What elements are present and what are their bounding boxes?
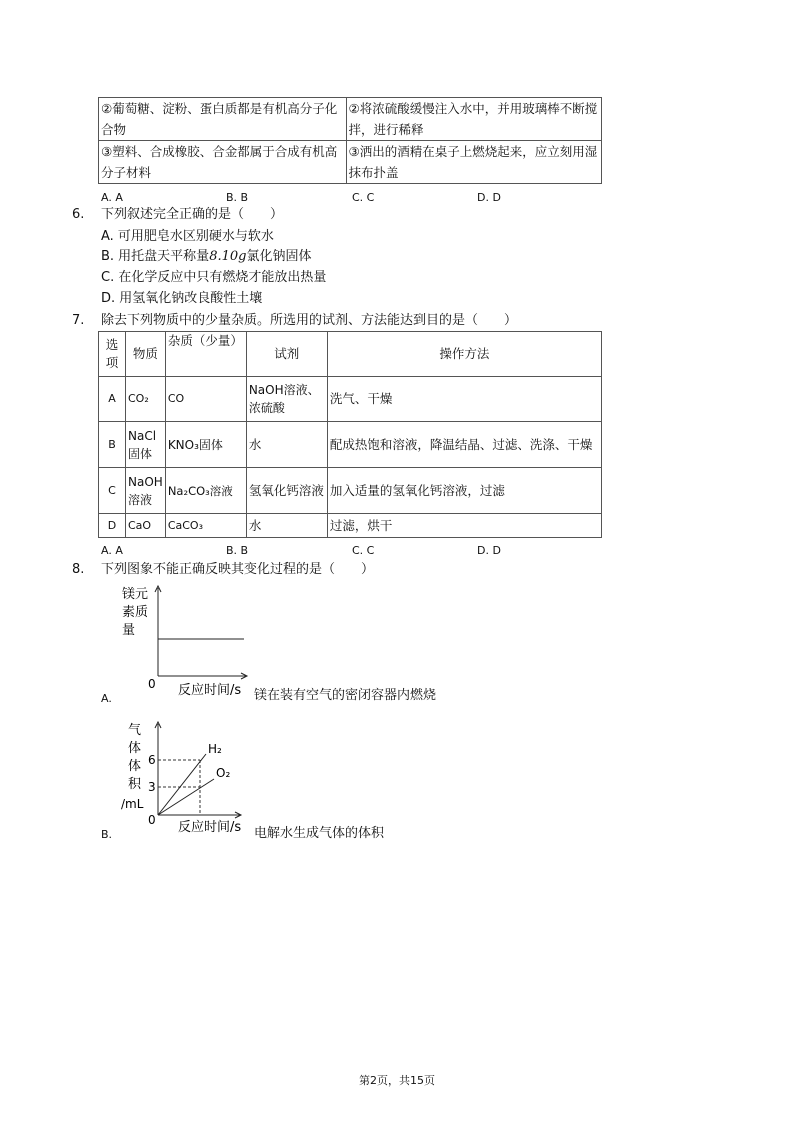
q7-cell-method: 配成热饱和溶液，降温结晶、过滤、洗涤、干燥 <box>327 422 601 468</box>
x-label: 反应时间/s <box>178 683 242 698</box>
q7-option-d: D. D <box>477 544 501 557</box>
q7-cell-sub: CO₂ <box>126 377 166 422</box>
h2-label: H₂ <box>208 742 222 756</box>
q5-cell-r2c1: ③塑料、合成橡胶、合金都属于合成有机高分子材料 <box>99 141 347 184</box>
q5-table <box>98 97 602 184</box>
q5-option-b: B. B <box>226 191 249 204</box>
q7-option-b: B. B <box>226 544 249 557</box>
y-label-5: /mL <box>121 797 144 811</box>
q7-cell-method: 加入适量的氢氧化钙溶液，过滤 <box>327 468 601 514</box>
footer-pre: 第 <box>359 1074 370 1087</box>
q7-cell-sub: NaCl固体 <box>126 422 166 468</box>
q7-number: 7. <box>72 313 85 328</box>
q6-option-b <box>101 249 311 265</box>
o2-line <box>158 779 214 815</box>
q5-option-a: A. A <box>101 191 123 204</box>
q7-cell-imp: Na₂CO₃溶液 <box>165 468 246 514</box>
q7-cell-reagent: 水 <box>246 514 327 538</box>
q7-cell-opt: D <box>99 514 126 538</box>
q8-number: 8. <box>72 562 85 577</box>
q6-option-b-post: 氯化钠固体 <box>246 249 312 264</box>
q7-cell-sub: NaOH溶液 <box>126 468 166 514</box>
q6-option-d: D. 用氢氧化钠改良酸性土壤 <box>101 291 263 306</box>
q7-cell-imp: CaCO₃ <box>165 514 246 538</box>
q5-cell-r1c2: ②将浓硫酸缓慢注入水中，并用玻璃棒不断搅拌，进行稀释 <box>346 98 601 141</box>
q7-header-option: 选项 <box>99 332 126 377</box>
table-row <box>99 514 602 538</box>
page-footer <box>0 1074 794 1088</box>
q7-cell-sub: CaO <box>126 514 166 538</box>
q8-stem: 下列图象不能正确反映其变化过程的是（ ） <box>101 562 375 577</box>
q6-option-c: C. 在化学反应中只有燃烧才能放出热量 <box>101 270 327 285</box>
o2-label: O₂ <box>216 766 231 780</box>
y-label-3: 体 <box>128 759 142 774</box>
q5-cell-r2c2: ③洒出的酒精在桌子上燃烧起来，应立刻用湿抹布扑盖 <box>346 141 601 184</box>
q7-cell-opt: B <box>99 422 126 468</box>
h2-line <box>158 754 206 815</box>
q7-cell-imp: KNO₃固体 <box>165 422 246 468</box>
q7-table <box>98 331 602 538</box>
q8-graph-a-caption: 镁在装有空气的密闭容器内燃烧 <box>254 688 437 703</box>
q8-graph-a <box>118 580 258 704</box>
origin-label: 0 <box>148 813 156 827</box>
q6-option-b-value: 8.10g <box>209 249 247 264</box>
tick-3: 3 <box>148 780 156 794</box>
y-label-4: 积 <box>128 777 142 792</box>
tick-6: 6 <box>148 753 156 767</box>
q5-cell-r1c1: ②葡萄糖、淀粉、蛋白质都是有机高分子化合物 <box>99 98 347 141</box>
q7-header-impurity: 杂质（少量） <box>165 332 246 377</box>
q6-option-b-pre: B. 用托盘天平称量 <box>101 249 210 264</box>
q7-stem: 除去下列物质中的少量杂质。所选用的试剂、方法能达到目的是（ ） <box>101 313 518 328</box>
q7-cell-method: 过滤，烘干 <box>327 514 601 538</box>
q6-stem: 下列叙述完全正确的是（ ） <box>101 207 284 222</box>
q7-header-reagent: 试剂 <box>246 332 327 377</box>
y-label-2: 素质 <box>122 605 149 620</box>
table-row <box>99 422 602 468</box>
q7-option-a: A. A <box>101 544 123 557</box>
footer-page: 2 <box>370 1074 377 1087</box>
q7-cell-reagent: 氢氧化钙溶液 <box>246 468 327 514</box>
q5-option-d: D. D <box>477 191 501 204</box>
q8-graph-a-label: A. <box>101 692 112 705</box>
q7-cell-method: 洗气、干燥 <box>327 377 601 422</box>
q8-graph-b-label: B. <box>101 828 113 841</box>
footer-mid: 页，共 <box>377 1074 410 1087</box>
q7-cell-opt: A <box>99 377 126 422</box>
q8-graph-b <box>118 716 258 840</box>
q7-cell-reagent: NaOH溶液、浓硫酸 <box>246 377 327 422</box>
q6-option-a: A. 可用肥皂水区别硬水与软水 <box>101 229 274 244</box>
q8-graph-b-caption: 电解水生成气体的体积 <box>254 826 385 841</box>
q7-cell-imp: CO <box>165 377 246 422</box>
table-row <box>99 468 602 514</box>
q7-cell-reagent: 水 <box>246 422 327 468</box>
footer-total: 15 <box>410 1074 424 1087</box>
origin-label: 0 <box>148 677 156 691</box>
y-label-1: 气 <box>128 723 142 738</box>
y-label-3: 量 <box>122 623 136 638</box>
q7-option-c: C. C <box>352 544 375 557</box>
table-row <box>99 377 602 422</box>
q7-header-method: 操作方法 <box>327 332 601 377</box>
y-label-1: 镁元 <box>122 587 149 602</box>
q5-option-c: C. C <box>352 191 375 204</box>
q7-cell-opt: C <box>99 468 126 514</box>
q6-number: 6. <box>72 207 85 222</box>
y-label-2: 体 <box>128 741 142 756</box>
footer-post: 页 <box>424 1074 435 1087</box>
q7-header-substance: 物质 <box>126 332 166 377</box>
x-label: 反应时间/s <box>178 820 242 835</box>
